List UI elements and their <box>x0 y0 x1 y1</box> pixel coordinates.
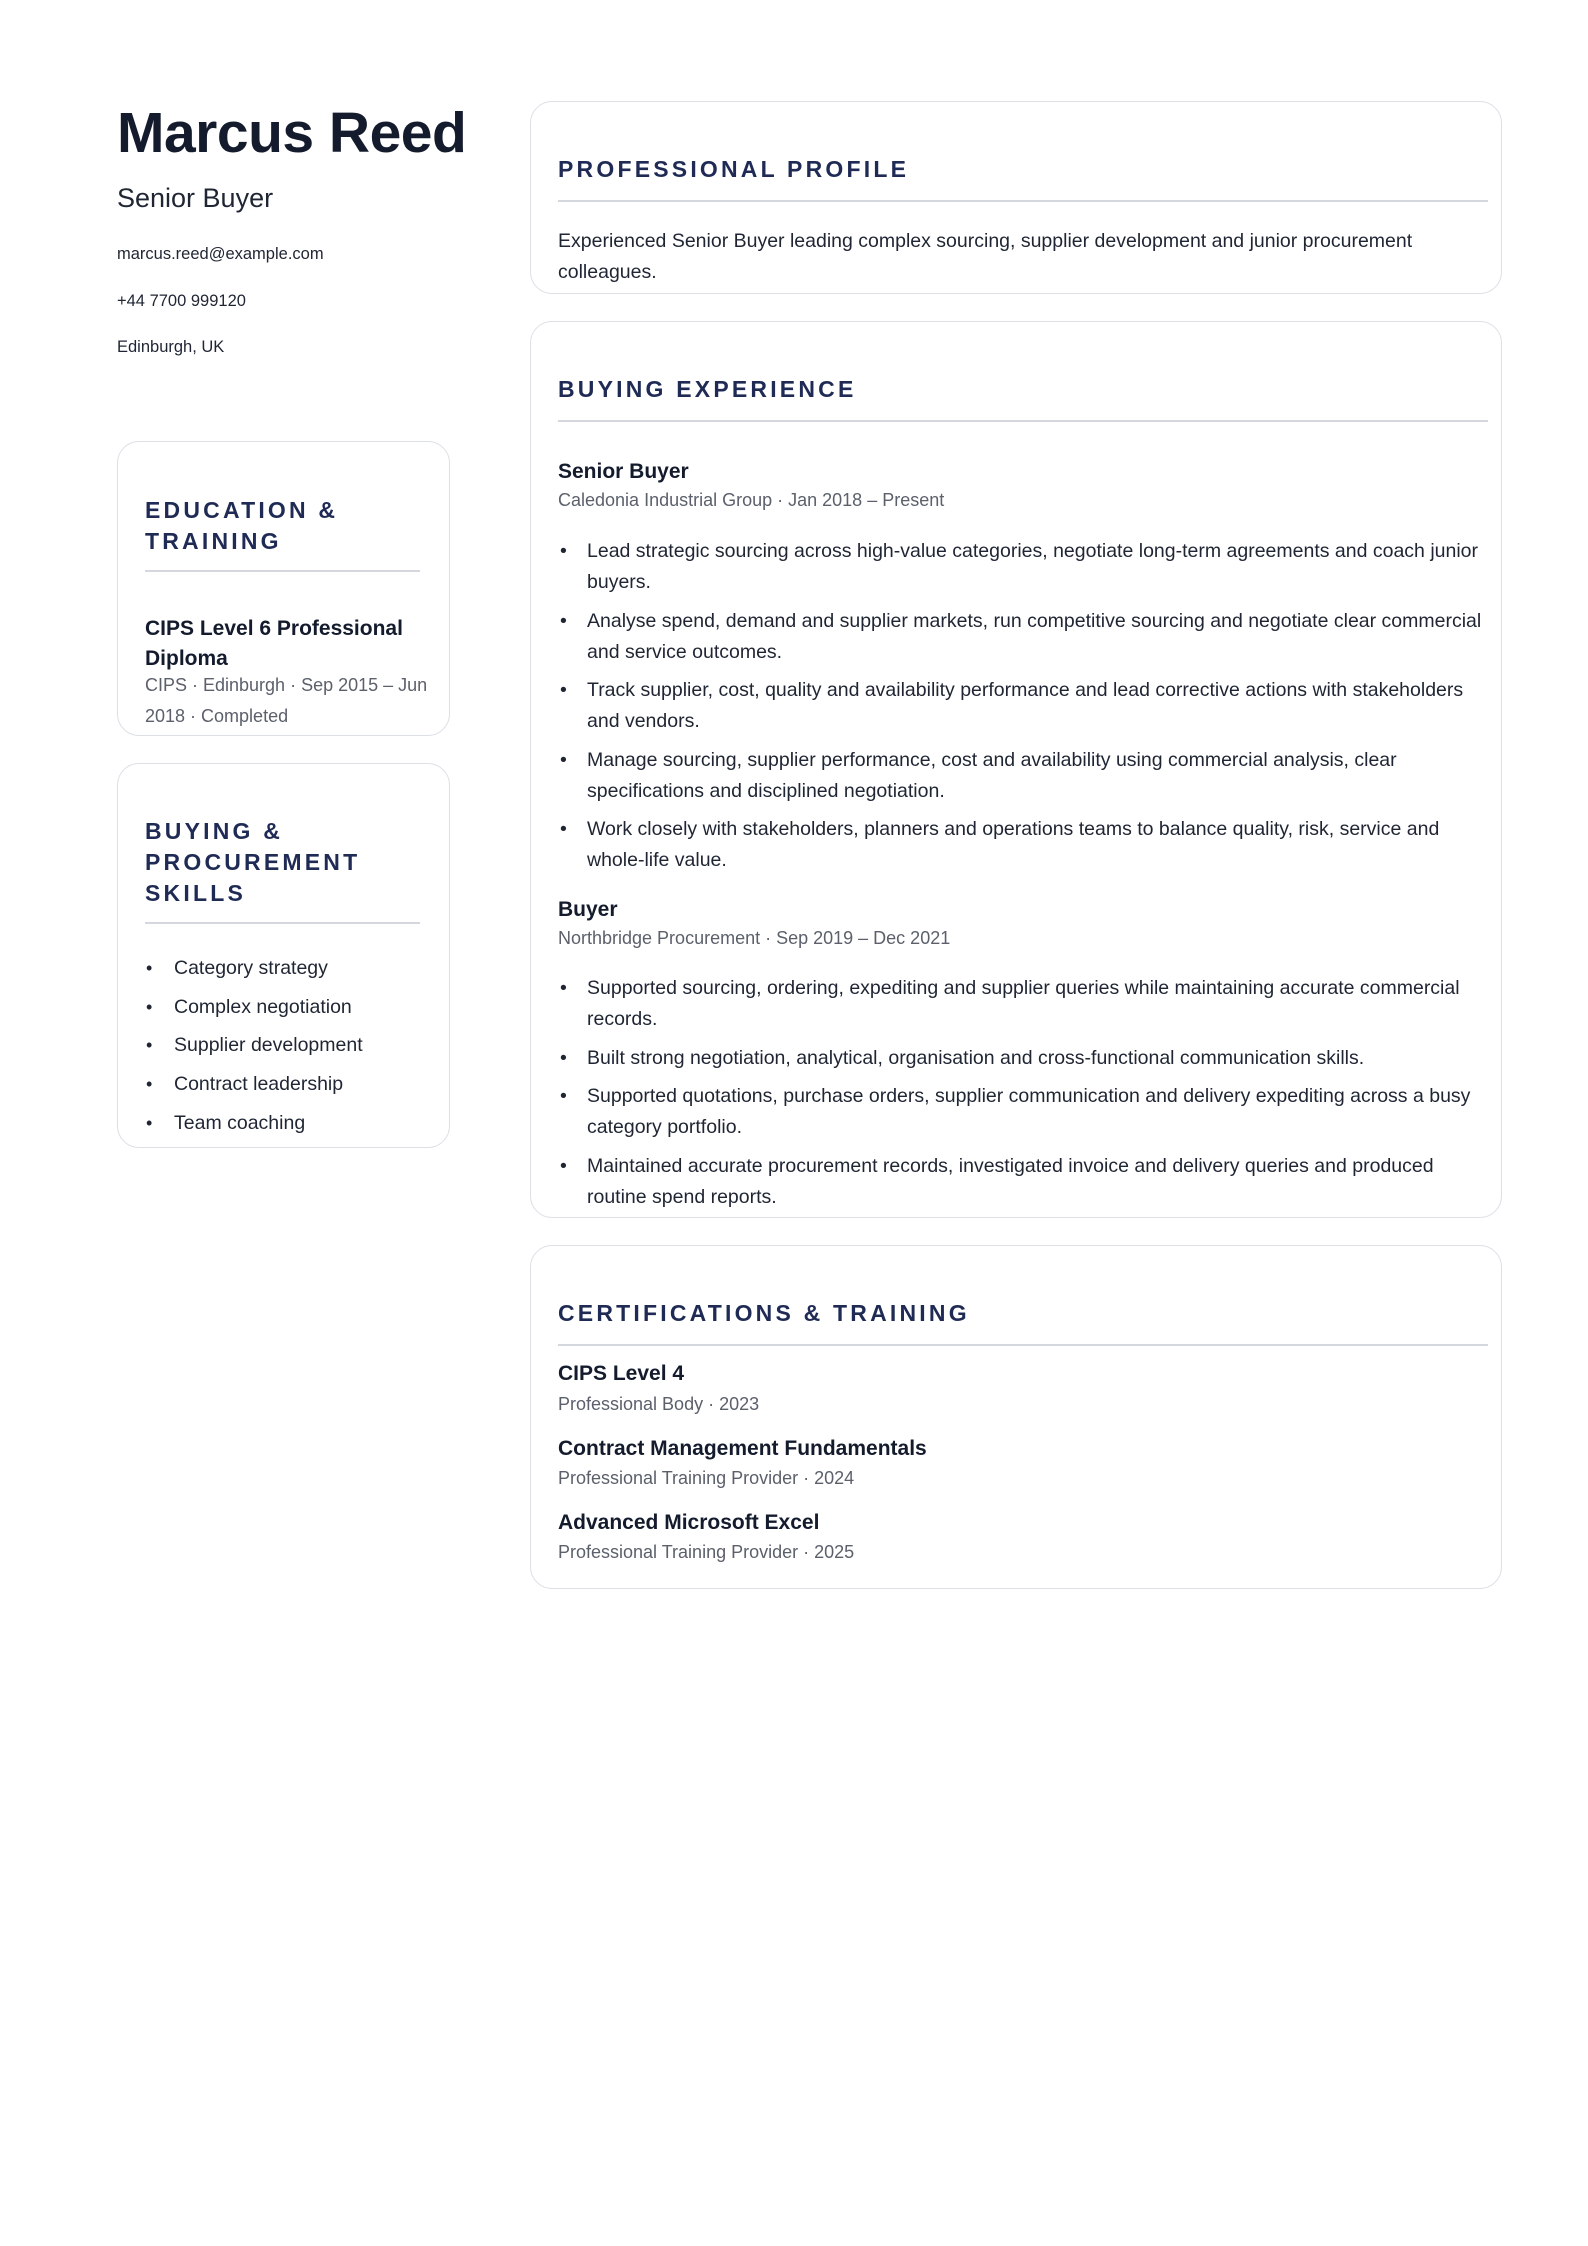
education-card <box>117 441 450 736</box>
profile-summary: Experienced Senior Buyer leading complex sourcing, supplier development and junior procurement colleagues. <box>558 230 1413 283</box>
section-divider <box>558 1344 1488 1346</box>
list-item: • Category strategy <box>145 956 363 995</box>
education-section-title: EDUCATION & TRAINING <box>145 497 339 554</box>
certifications-card <box>530 1245 1502 1589</box>
list-item: • Contract leadership <box>145 1072 363 1111</box>
profile-card <box>530 101 1502 294</box>
job-title: Senior Buyer <box>558 460 689 483</box>
candidate-role: Senior Buyer <box>117 183 274 213</box>
list-item: • Supported sourcing, ordering, expediting and supplier queries while maintaining accurate commercial records. <box>558 973 1493 1035</box>
list-item: • Supplier development <box>145 1033 363 1072</box>
section-divider <box>558 200 1488 202</box>
experience-section-title: BUYING EXPERIENCE <box>558 376 857 402</box>
skills-section-title: BUYING & PROCUREMENT SKILLS <box>145 818 361 906</box>
list-item: • Team coaching <box>145 1111 363 1150</box>
list-item: • Analyse spend, demand and supplier markets, run competitive sourcing and negotiate clear commercial and service outcomes. <box>558 606 1493 668</box>
list-item: • Track supplier, cost, quality and availability performance and lead corrective actions with stakeholders and vendors. <box>558 675 1493 737</box>
job-meta: Northbridge Procurement · Sep 2019 – Dec 2021 <box>558 928 951 948</box>
section-divider <box>145 570 420 572</box>
experience-card <box>530 321 1502 1218</box>
job-meta: Caledonia Industrial Group · Jan 2018 – Present <box>558 490 945 510</box>
list-item: • Complex negotiation <box>145 995 363 1034</box>
cert-meta: Professional Training Provider · 2025 <box>558 1542 855 1562</box>
job-title: Buyer <box>558 898 618 921</box>
profile-section-title: PROFESSIONAL PROFILE <box>558 156 910 182</box>
education-item-meta: CIPS · Edinburgh · Sep 2015 – Jun 2018 · Completed <box>145 675 428 726</box>
skills-card <box>117 763 450 1148</box>
cert-title: Advanced Microsoft Excel <box>558 1511 820 1534</box>
section-divider <box>558 420 1488 422</box>
list-item: • Built strong negotiation, analytical, organisation and cross-functional communication skills. <box>558 1043 1493 1074</box>
contact-phone[interactable]: +44 7700 999120 <box>117 292 246 310</box>
cert-meta: Professional Training Provider · 2024 <box>558 1468 855 1488</box>
cert-title: Contract Management Fundamentals <box>558 1437 927 1460</box>
skills-list <box>145 956 363 1149</box>
cert-title: CIPS Level 4 <box>558 1362 685 1385</box>
list-item: • Work closely with stakeholders, planners and operations teams to balance quality, risk, service and whole-life value. <box>558 814 1493 876</box>
list-item: • Supported quotations, purchase orders, supplier communication and delivery expediting across a busy category portfolio. <box>558 1081 1493 1143</box>
candidate-name: Marcus Reed <box>117 101 467 165</box>
contact-location: Edinburgh, UK <box>117 338 225 356</box>
cert-meta: Professional Body · 2023 <box>558 1394 760 1414</box>
list-item: • Manage sourcing, supplier performance, cost and availability using commercial analysis, clear specifications and disciplined negotiation. <box>558 745 1493 807</box>
contact-email[interactable]: marcus.reed@example.com <box>117 245 324 263</box>
job-bullets <box>558 973 1493 1220</box>
section-divider <box>145 922 420 924</box>
list-item: • Maintained accurate procurement records, investigated invoice and delivery queries and produced routine spend reports. <box>558 1151 1493 1213</box>
job-bullets <box>558 536 1493 884</box>
list-item: • Lead strategic sourcing across high-value categories, negotiate long-term agreements and coach junior buyers. <box>558 536 1493 598</box>
education-item-title: CIPS Level 6 Professional Diploma <box>145 617 403 670</box>
certifications-section-title: CERTIFICATIONS & TRAINING <box>558 1300 970 1326</box>
